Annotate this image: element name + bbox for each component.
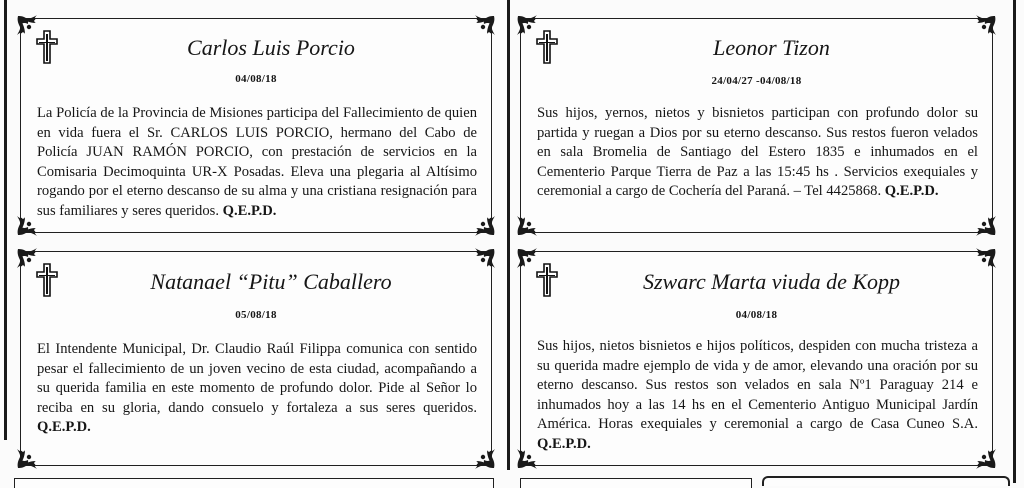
obituary-card-tizon [520, 18, 993, 233]
column-rule-center [507, 0, 510, 470]
obituary-text [537, 104, 978, 202]
obituary-text [37, 340, 477, 438]
corner-ornament-icon [471, 246, 497, 272]
corner-ornament-icon [972, 246, 998, 272]
corner-ornament-icon [515, 212, 541, 238]
next-card-edge-center [520, 478, 752, 488]
corner-ornament-icon [972, 212, 998, 238]
corner-ornament-icon [471, 445, 497, 471]
deceased-name: Carlos Luis Porcio [187, 35, 355, 60]
corner-ornament-icon [515, 246, 541, 272]
column-rule-left [4, 0, 7, 440]
column-rule-right [1013, 0, 1016, 483]
corner-ornament-icon [15, 445, 41, 471]
obituary-text [37, 104, 477, 222]
deceased-name: Natanael “Pitu” Caballero [150, 269, 392, 294]
obituary-body: La Policía de la Provincia de Misiones participa del Fallecimiento de quien en vida fuera el Sr. CARLOS LUIS PORCIO, hermano del Cabo de Policía JUAN RAMÓN PORCIO, con prestación de servicios en la Comisaria Decimoquinta UR-X Posadas. Eleva una plegaria al Altísimo rogando por el eterno descanso de su alma y una cristiana resignación para sus familiares y seres queridos. [37, 105, 477, 219]
qepd-closing: Q.E.P.D. [884, 183, 939, 200]
corner-ornament-icon [15, 13, 41, 39]
obituary-date: 05/08/18 [235, 309, 277, 321]
obituary-date: 04/08/18 [235, 73, 277, 85]
corner-ornament-icon [15, 212, 41, 238]
qepd-closing: Q.E.P.D. [222, 202, 277, 219]
deceased-name: Szwarc Marta viuda de Kopp [642, 269, 901, 294]
obituary-date: 04/08/18 [735, 309, 778, 321]
corner-ornament-icon [471, 13, 497, 39]
next-card-edge-right [762, 476, 1010, 486]
corner-ornament-icon [15, 246, 41, 272]
corner-ornament-icon [972, 445, 998, 471]
corner-ornament-icon [471, 212, 497, 238]
corner-ornament-icon [515, 445, 541, 471]
obituary-body: Sus hijos, nietos bisnietos e hijos políticos, despiden con mucha tristeza a su querida madre ejemplo de vida y de amor, elevando una oración por su eterno descanso. Sus restos son velados en sala Nº1 Paraguay 214 e inhumados hoy a las 14 hs en el Cementerio Antiguo Municipal Jardín América. Horas exequiales y ceremonial a cargo de Casa Cuneo S.A. [537, 338, 978, 433]
corner-ornament-icon [972, 13, 998, 39]
qepd-closing: Q.E.P.D. [37, 419, 91, 436]
obituary-date: 24/04/27 -04/08/18 [711, 75, 802, 87]
deceased-name: Leonor Tizon [713, 35, 830, 60]
next-card-edge-left [14, 478, 494, 488]
obituary-card-porcio [20, 18, 492, 233]
obituary-card-kopp [520, 251, 993, 466]
qepd-closing: Q.E.P.D. [537, 435, 591, 452]
corner-ornament-icon [515, 13, 541, 39]
obituary-card-caballero [20, 251, 492, 466]
obituary-body: Sus hijos, yernos, nietos y bisnietos participan con profundo dolor su partida y ruegan a Dios por su eterno descanso. Sus restos fueron velados en sala Bromelia de Santiago del Estero 1835 e inhumados en el Cementerio Parque Tierra de Paz a las 15:45 hs . Servicios exequiales y ceremonial a cargo de Cochería del Paraná. – Tel 4425868. [537, 105, 978, 200]
obituary-text [537, 337, 978, 455]
obituary-body: El Intendente Municipal, Dr. Claudio Raúl Filippa comunica con sentido pesar el fallecimiento de un joven vecino de esta ciudad, acompañando a su querida familia en este momento de profundo dolor. Pide al Señor lo reciba en su gloria, dando consuelo y fortaleza a sus seres queridos. [37, 341, 477, 416]
